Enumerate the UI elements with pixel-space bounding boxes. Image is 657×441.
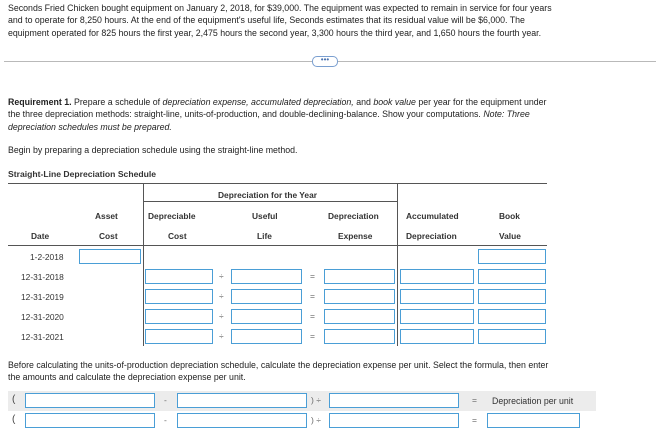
intro-line-3: equipment operated for 825 hours the first year, 2,475 hours the second year, 3,300 hours the third year, and 1,650 hours the fourth year. — [8, 27, 542, 38]
equals-symbol: = — [310, 331, 315, 341]
open-paren: ( — [12, 394, 16, 405]
formula-amount-input-2[interactable] — [177, 413, 307, 428]
depreciation-per-unit-label: Depreciation per unit — [492, 396, 574, 406]
column-divider-2 — [397, 183, 398, 346]
asset-cost-input[interactable] — [79, 249, 141, 264]
col-useful-top: Useful — [252, 211, 278, 221]
useful-life-input-row-5[interactable] — [231, 329, 302, 344]
requirement-line-3: depreciation schedules must be prepared. — [8, 121, 172, 132]
divide-symbol: ÷ — [219, 311, 224, 321]
depreciation-expense-input-row-4[interactable] — [324, 309, 395, 324]
col-depexp-bottom: Expense — [338, 231, 373, 241]
accumulated-depreciation-input-row-3[interactable] — [400, 289, 474, 304]
accumulated-depreciation-input-row-5[interactable] — [400, 329, 474, 344]
col-depreciable-top: Depreciable — [148, 211, 196, 221]
header-bottom-rule — [8, 245, 547, 246]
divide-symbol: ÷ — [219, 291, 224, 301]
begin-instruction: Begin by preparing a depreciation schedule using the straight-line method. — [8, 145, 298, 155]
table-top-rule — [8, 183, 547, 184]
book-value-input-row-4[interactable] — [478, 309, 546, 324]
minus-symbol: - — [164, 395, 167, 405]
date-row-5: 12-31-2021 — [21, 332, 64, 342]
useful-life-input-row-4[interactable] — [231, 309, 302, 324]
accumulated-depreciation-input-row-2[interactable] — [400, 269, 474, 284]
requirement-text-3: per year for the equipment under — [415, 97, 547, 107]
depreciable-cost-input-row-4[interactable] — [145, 309, 213, 324]
minus-symbol: - — [164, 415, 167, 425]
useful-life-input-row-3[interactable] — [231, 289, 302, 304]
depreciation-expense-input-row-3[interactable] — [324, 289, 395, 304]
units-instruction-line-2: the amounts and calculate the depreciation expense per unit. — [8, 372, 246, 383]
column-divider-1 — [143, 183, 144, 346]
intro-line-2: and to operate for 8,250 hours. At the end of the equipment's useful life, Seconds estimates that its residual value will be $6,000. The — [8, 15, 525, 26]
depreciation-expense-input-row-2[interactable] — [324, 269, 395, 284]
requirement-label: Requirement 1. — [8, 97, 72, 107]
requirement-text-1: Prepare a schedule of — [71, 97, 163, 107]
col-accum-top: Accumulated — [406, 211, 459, 221]
date-row-4: 12-31-2020 — [21, 312, 64, 322]
equals-symbol: = — [472, 395, 477, 405]
equals-symbol: = — [310, 271, 315, 281]
requirement-text-2: and — [353, 97, 374, 107]
close-divide-symbol: ) ÷ — [311, 415, 321, 425]
requirement-emphasis-2: book value — [373, 97, 416, 107]
formula-label-input-2[interactable] — [177, 393, 307, 408]
book-value-input-row-3[interactable] — [478, 289, 546, 304]
book-value-input-row-1[interactable] — [478, 249, 546, 264]
requirement-line-2: the three depreciation methods: straight-line, units-of-production, and double-declining-balance. Show your computations. — [8, 109, 481, 120]
date-row-3: 12-31-2019 — [21, 292, 64, 302]
formula-label-input-1[interactable] — [25, 393, 155, 408]
equals-symbol: = — [310, 311, 315, 321]
divide-symbol: ÷ — [219, 331, 224, 341]
units-instruction-line-1: Before calculating the units-of-production depreciation schedule, calculate the depreciation expense per unit. Select the formula, then enter — [8, 360, 549, 370]
group-header: Depreciation for the Year — [218, 190, 317, 200]
schedule-title: Straight-Line Depreciation Schedule — [8, 169, 157, 179]
date-row-1: 1-2-2018 — [30, 252, 64, 262]
depreciable-cost-input-row-5[interactable] — [145, 329, 213, 344]
formula-amount-input-1[interactable] — [25, 413, 155, 428]
book-value-input-row-2[interactable] — [478, 269, 546, 284]
col-depexp-top: Depreciation — [328, 211, 379, 221]
requirement-emphasis-1: depreciation expense, accumulated depreciation, — [162, 97, 354, 107]
group-header-rule — [143, 201, 398, 202]
col-asset-bottom: Cost — [99, 231, 118, 241]
depreciation-per-unit-input[interactable] — [487, 413, 580, 428]
more-info-button[interactable]: ••• — [312, 56, 338, 67]
col-accum-bottom: Depreciation — [406, 231, 457, 241]
open-paren: ( — [12, 414, 16, 425]
col-useful-bottom: Life — [257, 231, 272, 241]
col-date: Date — [31, 231, 50, 241]
close-divide-symbol: ) ÷ — [311, 395, 321, 405]
col-book-top: Book — [499, 211, 520, 221]
depreciation-expense-input-row-5[interactable] — [324, 329, 395, 344]
depreciable-cost-input-row-3[interactable] — [145, 289, 213, 304]
divide-symbol: ÷ — [219, 271, 224, 281]
intro-line-1: Seconds Fried Chicken bought equipment on January 2, 2018, for $39,000. The equipment was expected to remain in service for four years — [8, 3, 552, 13]
equals-symbol: = — [472, 415, 477, 425]
col-asset-top: Asset — [95, 211, 118, 221]
book-value-input-row-5[interactable] — [478, 329, 546, 344]
col-depreciable-bottom: Cost — [168, 231, 187, 241]
useful-life-input-row-2[interactable] — [231, 269, 302, 284]
formula-label-input-3[interactable] — [329, 393, 459, 408]
equals-symbol: = — [310, 291, 315, 301]
depreciable-cost-input-row-2[interactable] — [145, 269, 213, 284]
col-book-bottom: Value — [499, 231, 521, 241]
date-row-2: 12-31-2018 — [21, 272, 64, 282]
accumulated-depreciation-input-row-4[interactable] — [400, 309, 474, 324]
formula-amount-input-3[interactable] — [329, 413, 459, 428]
requirement-note: Note: Three — [480, 109, 530, 120]
